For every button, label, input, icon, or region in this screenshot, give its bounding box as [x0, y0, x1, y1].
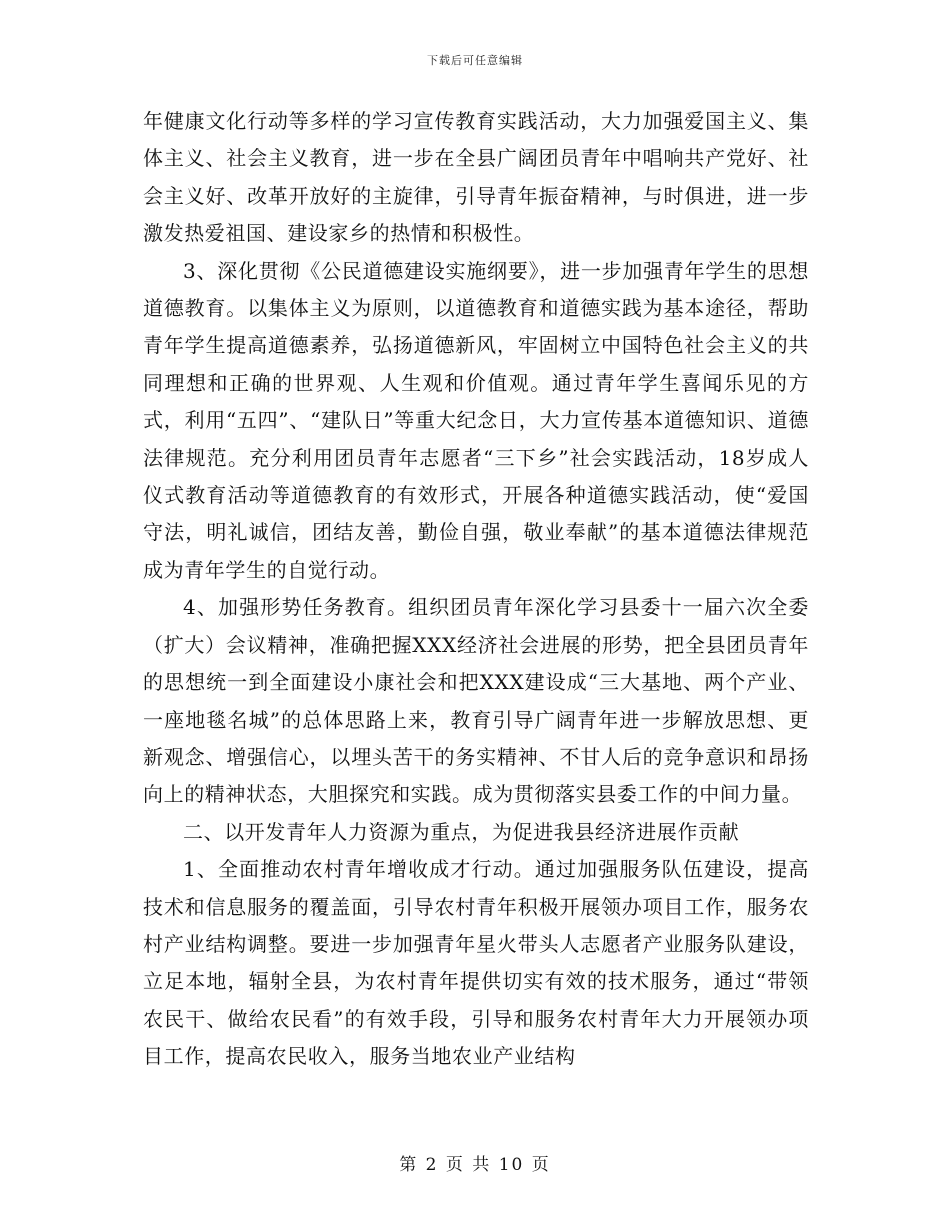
paragraph-4: 1、全面推动农村青年增收成才行动。通过加强服务队伍建设，提高技术和信息服务的覆盖面，引导农村青年积极开展领办项目工作，服务农村产业结构调整。要进一步加强青年星火带头人志愿者产业服务队建设，立足本地，辐射全县，为农村青年提供切实有效的技术服务，通过“带领农民干、做给农民看”的有效手段，引导和服务农村青年大力开展领办项目工作，提高农民收入，服务当地农业产业结构: [143, 857, 809, 1069]
section-heading: 二、以开发青年人力资源为重点，为促进我县经济进展作贡献: [183, 819, 740, 844]
page-header: 下载后可任意编辑: [427, 54, 523, 67]
paragraph-3: 4、加强形势任务教育。组织团员青年深化学习县委十一届六次全委（扩大）会议精神，准确把握XXX经济社会进展的形势，把全县团员青年的思想统一到全面建设小康社会和把XXX建设成“三大基地、两个产业、一座地毯名城”的总体思路上来，教育引导广阔青年进一步解放思想、更新观念、增强信心，以埋头苦干的务实精神、不甘人后的竞争意识和昂扬向上的精神状态，大胆探究和实践。成为贯彻落实县委工作的中间力量。: [143, 595, 809, 807]
document-body: [143, 103, 809, 1076]
paragraph-2: 3、深化贯彻《公民道德建设实施纲要》，进一步加强青年学生的思想道德教育。以集体主义为原则，以道德教育和道德实践为基本途径，帮助青年学生提高道德素养，弘扬道德新风，牢固树立中国特色社会主义的共同理想和正确的世界观、人生观和价值观。通过青年学生喜闻乐见的方式，利用“五四”、“建队日”等重大纪念日，大力宣传基本道德知识、道德法律规范。充分利用团员青年志愿者“三下乡”社会实践活动，18岁成人仪式教育活动等道德教育的有效形式，开展各种道德实践活动，使“爱国守法，明礼诚信，团结友善，勤俭自强，敬业奉献”的基本道德法律规范成为青年学生的自觉行动。: [143, 258, 809, 582]
paragraph-1: 年健康文化行动等多样的学习宣传教育实践活动，大力加强爱国主义、集体主义、社会主义教育，进一步在全县广阔团员青年中唱响共产党好、社会主义好、改革开放好的主旋律，引导青年振奋精神，与时俱进，进一步激发热爱祖国、建设家乡的热情和积极性。: [143, 109, 809, 246]
page-number-footer: 第 2 页 共 10 页: [399, 1155, 551, 1175]
